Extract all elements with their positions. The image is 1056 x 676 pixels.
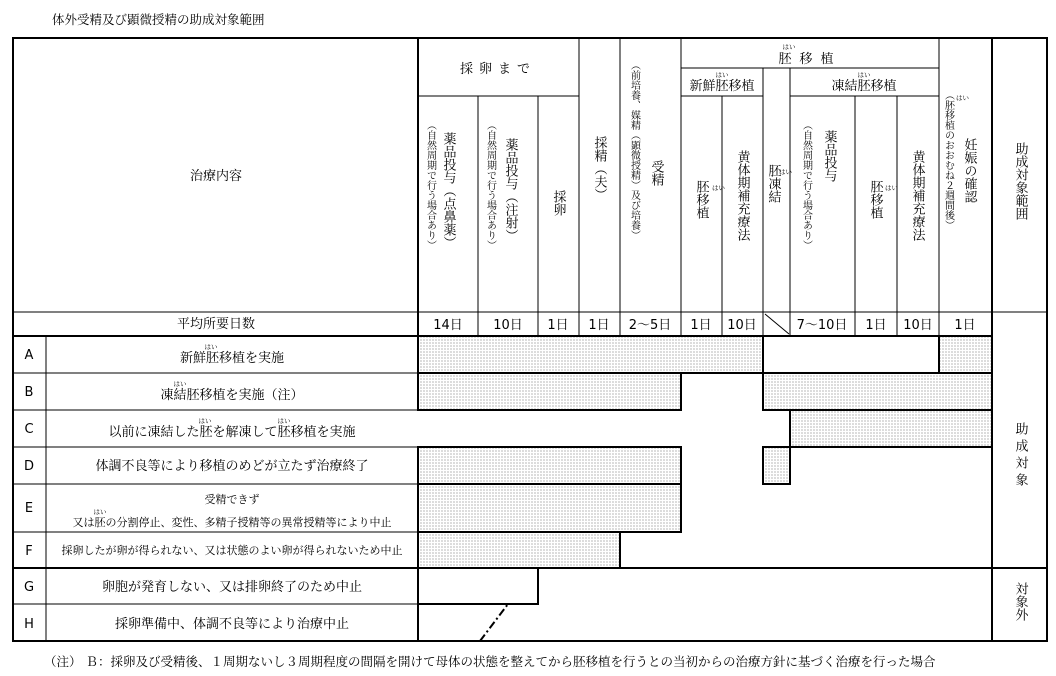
svg-text:はい: はい — [173, 380, 187, 388]
row-g-letter: G — [23, 580, 35, 595]
svg-text:はい: はい — [93, 508, 107, 516]
row-g-label: 卵胞が発育しない、又は排卵終了のため中止 — [101, 580, 363, 595]
bar-b-1 — [418, 373, 681, 410]
col11-main: 黄体期補充療法 — [909, 150, 925, 241]
col8-main: 胚凍結 — [765, 164, 781, 203]
bar-e-1 — [418, 484, 681, 532]
bar-f-1 — [418, 532, 620, 568]
bar-h-dashdot — [480, 604, 508, 641]
col5-main: 受精 — [648, 160, 664, 186]
svg-text:1日: 1日 — [690, 318, 712, 333]
row-d-label: 体調不良等により移植のめどが立たず治療終了 — [95, 459, 369, 474]
col2-main: 薬品投与（注射） — [502, 138, 518, 242]
col12-main: 妊娠の確認 — [961, 138, 977, 203]
row-d-letter: D — [23, 459, 35, 474]
coverage-not-covered: 対象外 — [1012, 582, 1028, 621]
footnote: （注） Ｂ：採卵及び受精後、１周期ないし３周期程度の間隔を開けて母体の状態を整えてから胚移植を行うとの当初からの治療方針に基づく治療を行った場合 — [44, 654, 936, 669]
group-touketsu: 凍結胚移植 — [831, 79, 897, 94]
col10-main: 胚移植 — [867, 180, 883, 219]
col9-main: 薬品投与 — [821, 130, 837, 182]
row-a-letter: A — [24, 348, 34, 363]
row-labels — [24, 343, 403, 632]
row-f-letter: F — [25, 544, 33, 559]
svg-text:10日: 10日 — [903, 318, 933, 333]
svg-text:1日: 1日 — [547, 318, 569, 333]
row-b-label: 凍結胚移植を実施（注） — [160, 388, 304, 403]
bar-d-2 — [763, 447, 790, 484]
group-ishoku: 胚移植 — [778, 52, 842, 67]
svg-text:はい: はい — [885, 184, 898, 192]
svg-text:はい: はい — [198, 417, 212, 425]
ruby-ishoku: はい — [782, 43, 796, 51]
svg-text:1日: 1日 — [588, 318, 610, 333]
row-c-label: 以前に凍結した胚を解凍して胚移植を実施 — [108, 425, 356, 440]
svg-text:10日: 10日 — [493, 318, 523, 333]
row-e-label2: 又は胚の分割停止、変性、多精子授精等の異常授精等により中止 — [72, 516, 392, 529]
row-h-label: 採卵準備中、体調不良等により治療中止 — [114, 617, 350, 632]
row-h-letter: H — [24, 617, 34, 632]
row-bars — [418, 336, 992, 641]
coverage-covered: 助成対象 — [1012, 422, 1028, 490]
svg-text:はい: はい — [712, 184, 725, 192]
col3-main: 採卵 — [550, 190, 566, 216]
svg-text:2～5日: 2～5日 — [628, 318, 672, 333]
col4-main: 採精（夫） — [591, 136, 607, 201]
bar-d-1 — [418, 447, 681, 484]
svg-text:はい: はい — [779, 168, 792, 176]
svg-text:はい: はい — [204, 343, 218, 351]
col12-sub: （胚移植のおおむね２週間後） — [942, 90, 954, 230]
bar-c-1 — [790, 410, 992, 447]
ruby-touketsu: はい — [857, 71, 871, 79]
svg-text:10日: 10日 — [727, 318, 757, 333]
col1-sub: （自然周期で行う場合あり） — [424, 120, 436, 250]
bar-b-2 — [763, 373, 992, 410]
treatment-header: 治療内容 — [189, 169, 243, 184]
row-a-label: 新鮮胚移植を実施 — [179, 351, 285, 366]
document-title: 体外受精及び顕微授精の助成対象範囲 — [52, 12, 265, 27]
ruby-shinsen: はい — [715, 71, 729, 79]
svg-text:はい: はい — [956, 94, 969, 102]
coverage-header: 助成対象範囲 — [1012, 142, 1028, 220]
col9-sub: （自然周期で行う場合あり） — [800, 120, 812, 250]
col2-sub: （自然周期で行う場合あり） — [484, 120, 496, 250]
col5-sub: （前培養、媒精（顕微授精）及び培養） — [628, 60, 640, 240]
row-f-label: 採卵したが卵が得られない、又は状態のよい卵が得られないため中止 — [61, 544, 403, 557]
svg-text:1日: 1日 — [954, 318, 976, 333]
group-shinsen: 新鮮胚移植 — [689, 79, 755, 94]
svg-text:14日: 14日 — [433, 318, 463, 333]
col6-main: 胚移植 — [693, 180, 709, 219]
svg-text:7～10日: 7～10日 — [796, 318, 848, 333]
bar-a-1 — [418, 336, 763, 373]
avg-days-label: 平均所要日数 — [176, 317, 256, 332]
bar-a-2 — [939, 336, 992, 373]
group-saiyo: 採卵まで — [459, 62, 537, 77]
row-e-label1: 受精できず — [204, 493, 260, 506]
row-c-letter: C — [24, 422, 34, 437]
col1-main: 薬品投与（点鼻薬） — [440, 132, 456, 249]
svg-text:1日: 1日 — [865, 318, 887, 333]
col7-main: 黄体期補充療法 — [734, 150, 750, 241]
svg-text:はい: はい — [277, 417, 291, 425]
row-b-letter: B — [24, 385, 34, 400]
row-e-letter: E — [24, 501, 34, 516]
bar-g-1 — [418, 568, 538, 604]
days-row — [433, 318, 975, 333]
